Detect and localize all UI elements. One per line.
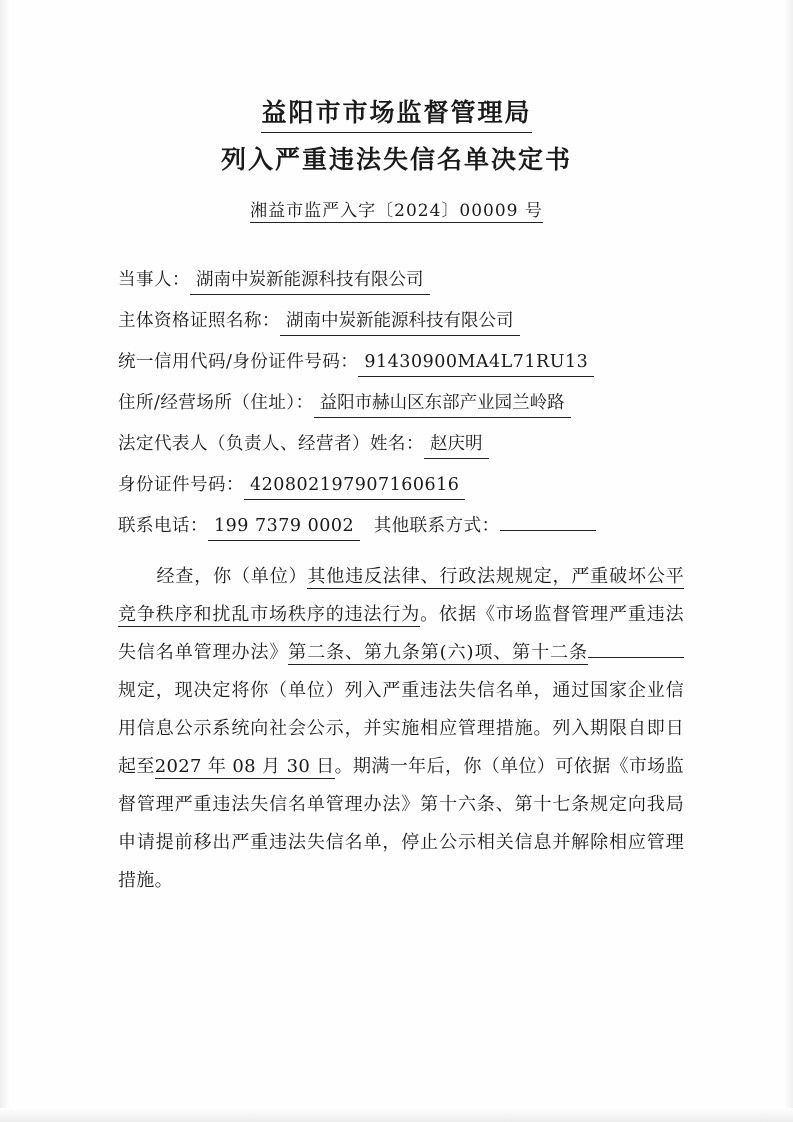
field-row-legal-representative [118,426,688,462]
field-value-phone: 199 7379 0002 [208,513,360,541]
field-label-credit-code: 统一信用代码/身份证件号码： [118,352,359,372]
body-deadline: 2027 年 08 月 30 日 [154,756,335,777]
body-violation: 其他违反法律、行政法规规定，严重破坏公平竞争秩序和扰乱市场秩序的违法行为 [118,566,685,625]
field-value-other-contact [500,530,596,531]
field-label-legal-representative: 法定代表人（负责人、经营者）姓名： [118,434,424,454]
body-tail2: 。期满一年后，你（单位）可依据《市场监督管理严重违法失信名单管理办法》第十六条、第十七条规定向我局申请提前移出严重违法失信名单，停止公示相关信息并解除相应管理措施。 [118,756,684,891]
field-value-party: 湖南中炭新能源科技有限公司 [190,267,430,295]
field-row-address [118,385,688,421]
document-title-block [0,96,793,223]
field-row-license-name [118,303,688,339]
document-type-title: 列入严重违法失信名单决定书 [220,144,572,174]
field-row-party [118,262,688,298]
party-information-fields [118,262,688,549]
field-value-license-name: 湖南中炭新能源科技有限公司 [280,308,520,336]
field-label-party: 当事人： [118,270,190,290]
field-label-address: 住所/经营场所（住址）： [118,393,314,413]
field-value-credit-code: 91430900MA4L71RU13 [358,349,594,377]
field-label-id-number: 身份证件号码： [118,475,244,495]
scan-edge-bottom [0,1108,793,1122]
issuing-authority-title: 益阳市市场监督管理局 [261,96,531,133]
field-value-address: 益阳市赫山区东部产业园兰岭路 [314,390,571,418]
field-value-id-number: 420802197907160616 [244,472,465,500]
field-label-phone: 联系电话： [118,516,208,536]
body-tail1: 规定，现决定将你（单位）列入严重违法失信名单，通过国家企业信用信息公示系统向社会公示，并实施相应管理措施。列入期限自即日起至 [118,680,684,777]
field-value-legal-representative: 赵庆明 [424,431,489,459]
body-clause-blank [588,657,684,658]
body-after-violation: 。依据《市场监督管理严重违法失信名单管理办法》 [118,604,684,663]
decision-body-text [118,558,684,900]
body-clauses: 第二条、第九条第(六)项、第十二条 [288,642,588,663]
document-number: 湘益市监严入字〔2024〕00009 号 [250,196,543,223]
field-label-other-contact: 其他联系方式： [373,516,500,536]
field-label-license-name: 主体资格证照名称： [118,311,280,331]
field-row-id-number [118,467,688,503]
body-lead: 经查，你（单位） [156,566,308,587]
field-row-contact [118,508,688,544]
field-row-credit-code [118,344,688,380]
